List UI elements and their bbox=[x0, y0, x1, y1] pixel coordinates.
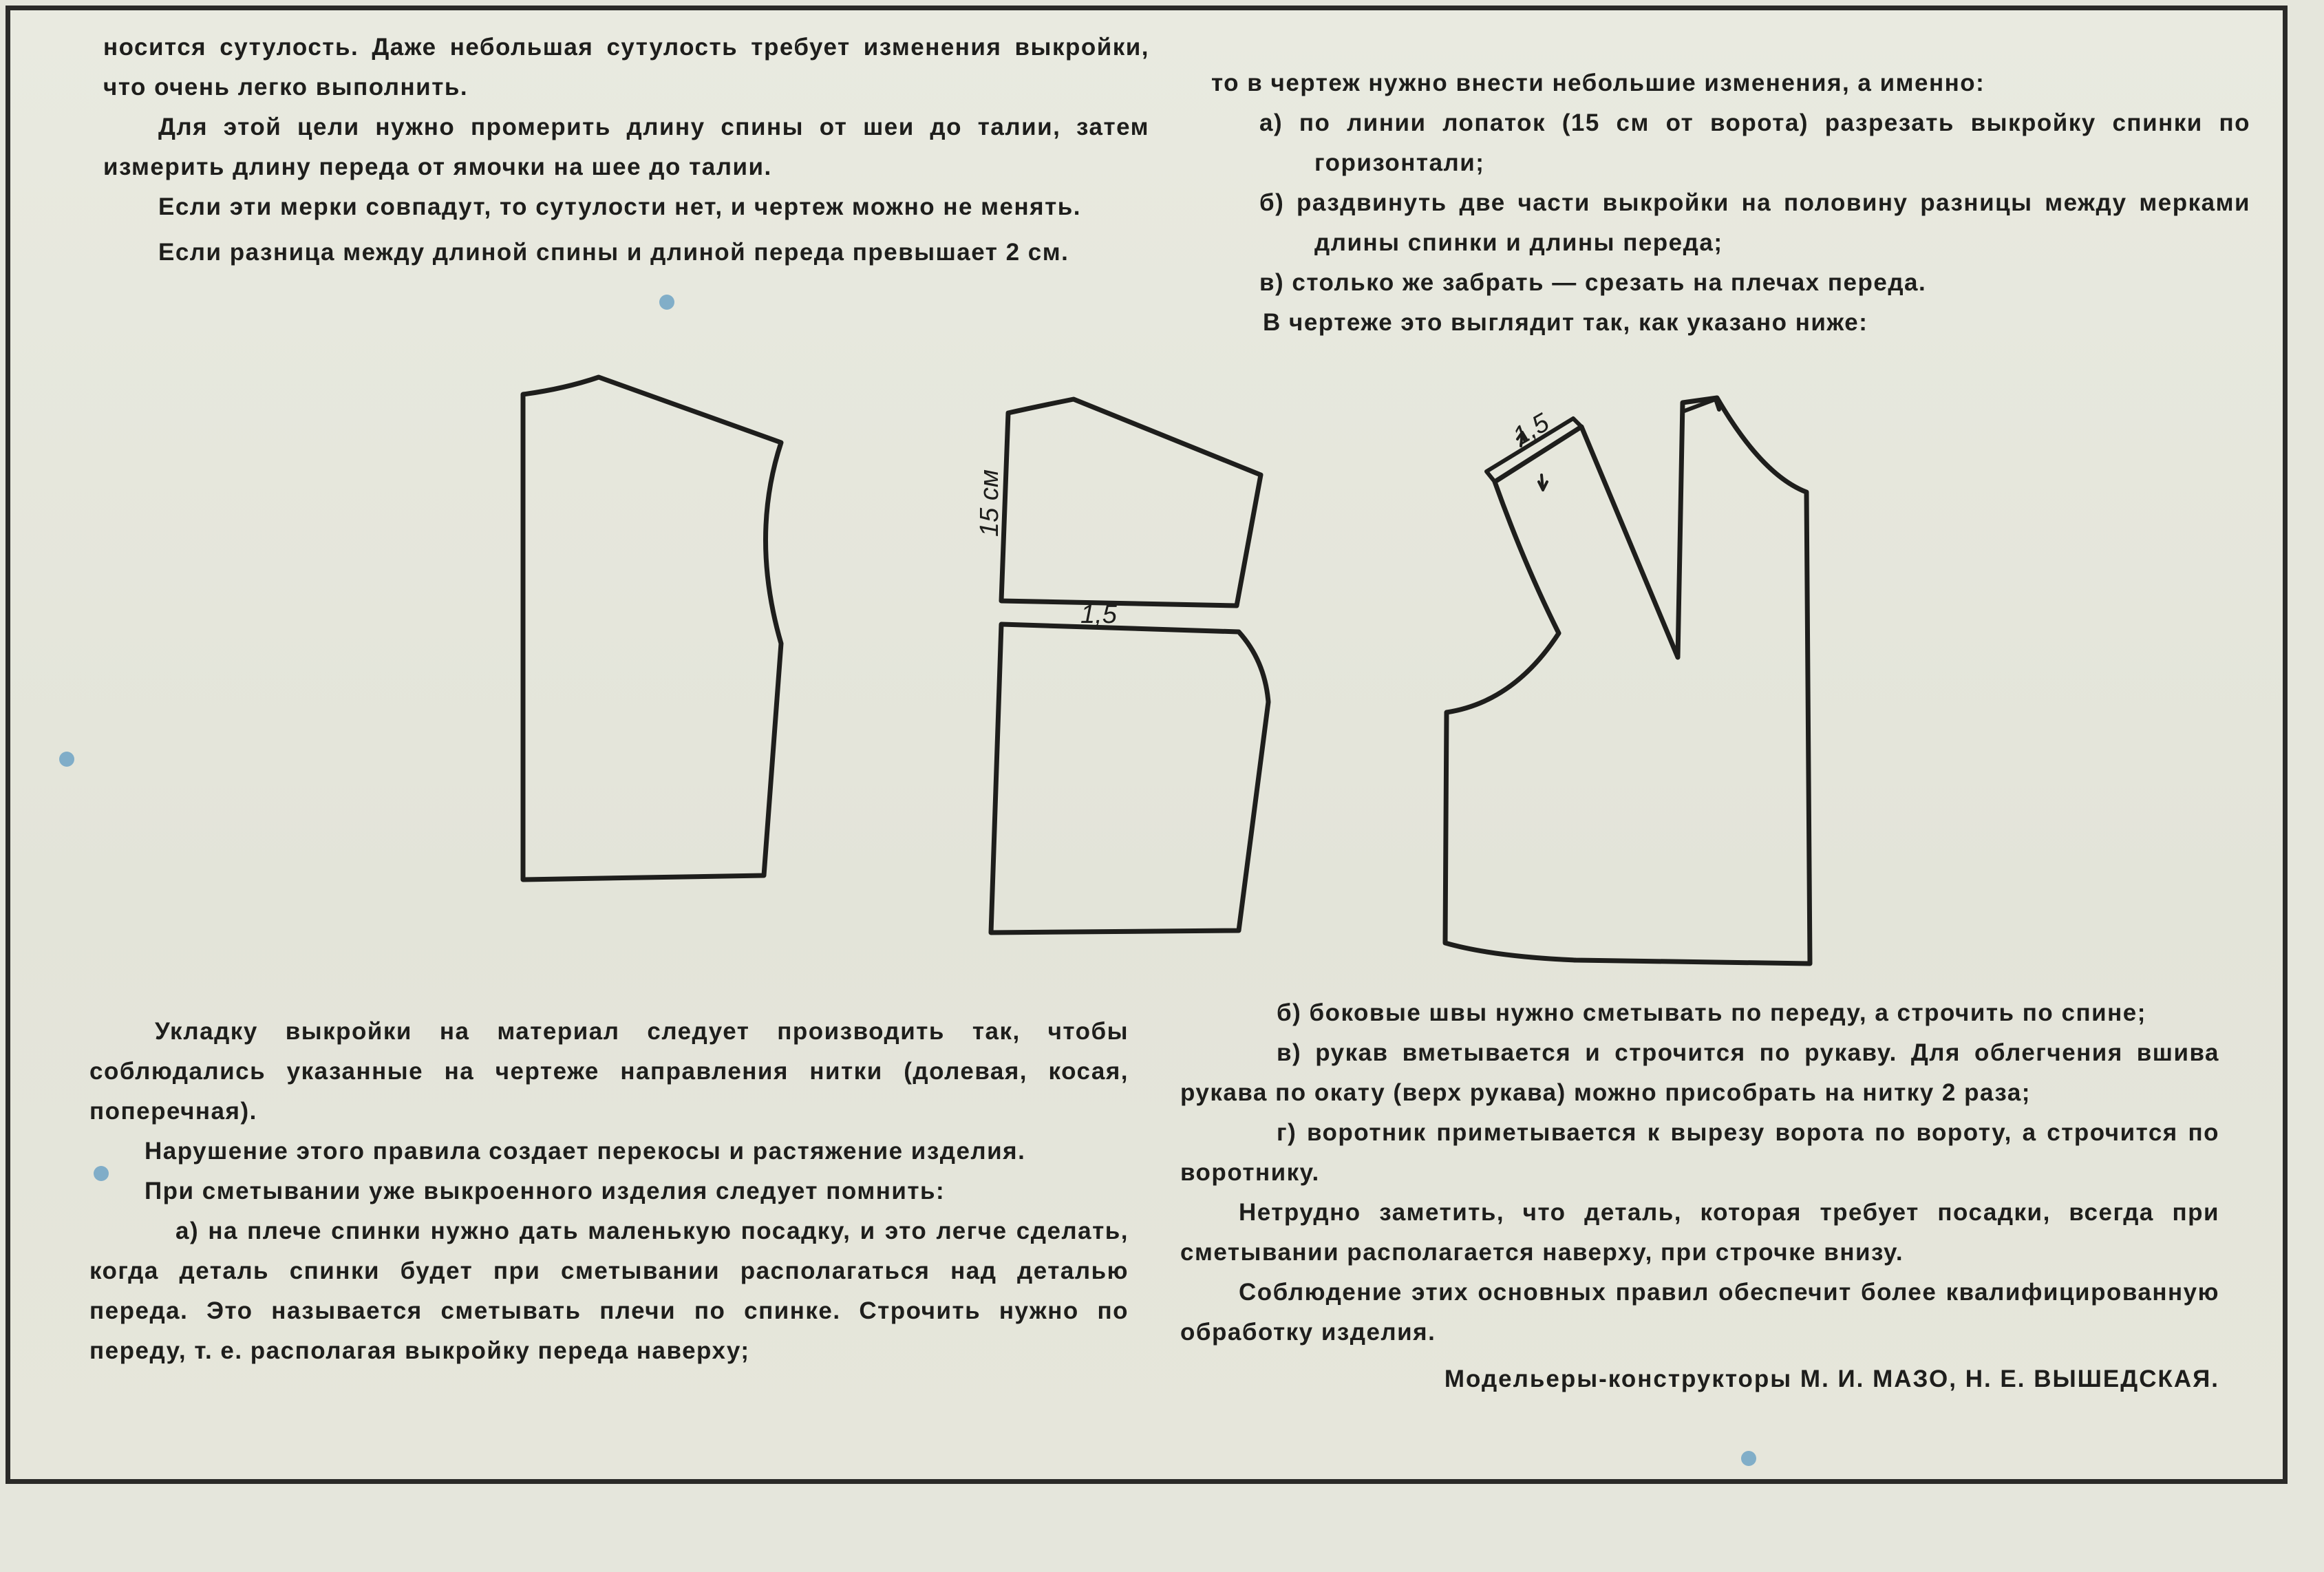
paragraph: Нарушение этого правила создает перекосы и растяжение изделия. bbox=[145, 1138, 1026, 1165]
list-item: г) воротник приметывается к вырезу ворота по вороту, а строчится по воротнику. bbox=[1180, 1119, 2219, 1186]
paragraph: Для этой цели нужно промерить длину спины от шеи до талии, затем измерить длину переда от ямочки на шее до талии. bbox=[103, 114, 1149, 180]
list-item: б) раздвинуть две части выкройки на половину разницы между мерками длины спинки и длины переда; bbox=[1259, 189, 2250, 256]
paragraph: а) на плече спинки нужно дать маленькую посадку, и это легче сделать, когда деталь спинки будет при сметывании располагаться над деталью переда. Это называется сметывать плечи по спинке. Строчить нужно по переду, т. е. располагая выкройку переда наверху; bbox=[89, 1218, 1129, 1364]
paragraph: Если разница между длиной спины и длиной переда превышает 2 см. bbox=[158, 239, 1069, 266]
front-pattern-modified bbox=[1445, 398, 1810, 964]
cut-label: 15 см bbox=[975, 469, 1004, 537]
print-speck bbox=[1741, 1451, 1756, 1466]
gap-label: 1,5 bbox=[1080, 600, 1117, 629]
back-pattern-original bbox=[523, 377, 781, 880]
list-item: в) рукав вметывается и строчится по рукаву. Для облегчения вшива рукава по окату (верх рукава) можно присобрать на нитку 2 раза; bbox=[1180, 1039, 2219, 1106]
paragraph: В чертеже это выглядит так, как указано ниже: bbox=[1263, 309, 1868, 336]
list-item: а) по линии лопаток (15 см от ворота) разрезать выкройку спинки по горизонтали; bbox=[1259, 109, 2250, 176]
right-bottom-column bbox=[1180, 993, 2219, 1399]
paragraph: то в чертеж нужно внести небольшие изменения, а именно: bbox=[1211, 70, 1985, 96]
paragraph: Нетрудно заметить, что деталь, которая требует посадки, всегда при сметывании располагается наверху, при строчке внизу. bbox=[1180, 1199, 2219, 1266]
paragraph: Если эти мерки совпадут, то сутулости нет, и чертеж можно не менять. bbox=[158, 193, 1081, 220]
list-item: б) боковые швы нужно сметывать по переду, а строчить по спине; bbox=[1277, 999, 2146, 1026]
signature: Модельеры-конструкторы М. И. МАЗО, Н. Е. ВЫШЕДСКАЯ. bbox=[1444, 1366, 2219, 1392]
print-speck bbox=[59, 752, 74, 767]
paragraph: Укладку выкройки на материал следует производить так, чтобы соблюдались указанные на чертеже направления нитки (долевая, косая, поперечная). bbox=[89, 1018, 1129, 1125]
print-speck bbox=[659, 295, 674, 310]
paragraph: Соблюдение этих основных правил обеспечит более квалифицированную обработку изделия. bbox=[1180, 1279, 2219, 1346]
list-item: в) столько же забрать — срезать на плечах переда. bbox=[1259, 269, 1927, 296]
paragraph: носится сутулость. Даже небольшая сутулость требует изменения выкройки, что очень легко выполнить. bbox=[103, 34, 1149, 100]
left-bottom-column bbox=[89, 1012, 1129, 1371]
back-pattern-upper bbox=[1001, 399, 1261, 606]
shoulder-label: 1,5 bbox=[1508, 408, 1555, 452]
paragraph: При сметывании уже выкроенного изделия следует помнить: bbox=[145, 1178, 946, 1204]
back-pattern-lower bbox=[991, 624, 1268, 933]
print-speck bbox=[94, 1166, 109, 1181]
